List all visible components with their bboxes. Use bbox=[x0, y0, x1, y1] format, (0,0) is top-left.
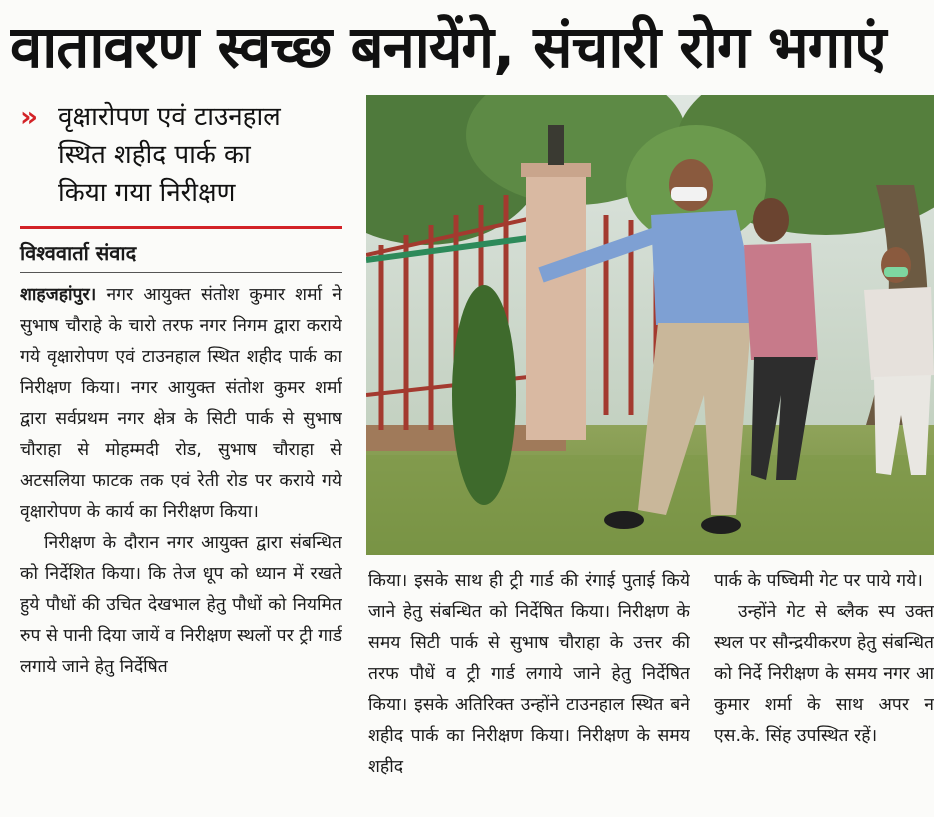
paragraph-1 bbox=[20, 280, 342, 528]
article-column-2 bbox=[368, 566, 690, 817]
subhead-divider bbox=[20, 226, 342, 229]
byline-divider bbox=[20, 272, 342, 273]
article-column-3 bbox=[714, 566, 934, 817]
officials-inspecting-park-photo bbox=[366, 95, 934, 555]
article-column-1 bbox=[20, 280, 342, 817]
paragraph-2: निरीक्षण के दौरान नगर आयुक्त द्वारा संबन्धित को निर्देशित किया। कि तेज धूप को ध्यान में रखते हुये पौधों की उचित देखभाल हेतु पौधों को नियमित रुप से पानी दिया जायें व निरीक्षण स्थलों पर ट्री गार्ड लगाये जाने हेतु निर्देषित bbox=[20, 533, 342, 677]
subhead-line-3: किया गया निरीक्षण bbox=[58, 178, 236, 208]
subhead-line-2: स्थित शहीद पार्क का bbox=[58, 140, 251, 170]
subhead-line-1: वृक्षारोपण एवं टाउनहाल bbox=[58, 102, 281, 132]
paragraph-5: उन्होंने गेट से ब्लैक स्प उक्त स्थल पर सौन्द्रयीकरण हेतु संबन्धित को निर्दे निरीक्षण के समय नगर आ कुमार शर्मा के साथ अपर न एस.के. सिंह उपस्थित रहें। bbox=[714, 602, 934, 746]
subheadline bbox=[20, 98, 350, 212]
paragraph-4: पार्क के पष्चिमी गेट पर पाये गये। bbox=[714, 571, 923, 591]
double-chevron-icon: » bbox=[20, 100, 39, 133]
byline: विश्ववार्ता संवाद bbox=[20, 241, 137, 265]
paragraph-3: किया। इसके साथ ही ट्री गार्ड की रंगाई पुताई किये जाने हेतु संबन्धित को निर्देषित किया। निरीक्षण के समय सिटी पार्क से सुभाष चौराहा के उत्तर की तरफ पौधें व ट्री गार्ड लगाये जाने हेतु निर्देषित किया। इसके अतिरिक्त उन्होंने टाउनहाल स्थित बने शहीद पार्क का निरीक्षण किया। निरीक्षण के समय शहीद bbox=[368, 571, 690, 777]
article-photo bbox=[366, 95, 934, 555]
headline: वातावरण स्वच्छ बनायेंगे, संचारी रोग भगाएं bbox=[10, 13, 886, 81]
dateline-place: शाहजहांपुर। bbox=[20, 285, 97, 305]
paragraph-1-text: नगर आयुक्त संतोश कुमार शर्मा ने सुभाष चौराहे के चारो तरफ नगर निगम द्वारा कराये गये वृक्षारोपण एवं टाउनहाल स्थित शहीद पार्क का निरीक्षण किया। नगर आयुक्त संतोश कुमर शर्मा द्वारा सर्वप्रथम नगर क्षेत्र के सिटी पार्क से सुभाष चौराहा से मोहम्मदी रोड, सुभाष चौराहा से अटसलिया फाटक तक एवं रेती रोड पर कराये गये वृक्षारोपण के कार्य का निरीक्षण किया। bbox=[20, 285, 342, 522]
